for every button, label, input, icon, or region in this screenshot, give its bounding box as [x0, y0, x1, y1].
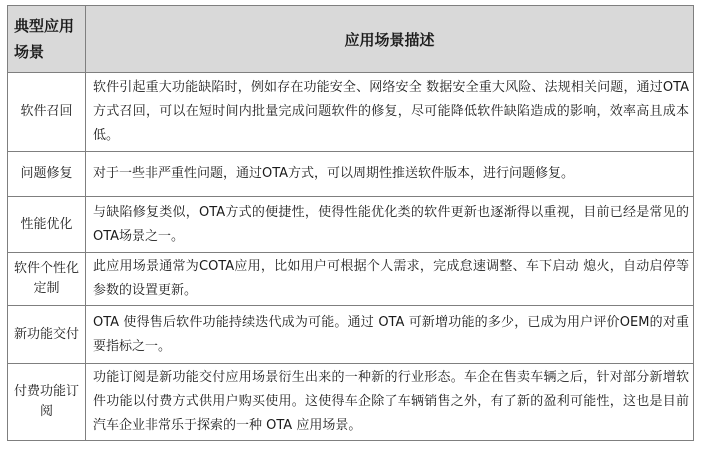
scenario-name: 性能优化	[8, 197, 86, 253]
table-row	[8, 152, 694, 197]
scenario-name: 付费功能订阅	[8, 364, 86, 441]
ota-scenario-table	[7, 5, 694, 441]
scenario-description: 与缺陷修复类似，OTA方式的便捷性，使得性能优化类的软件更新也逐渐得以重视，目前已经是常见的OTA场景之一。	[86, 197, 694, 253]
scenario-name: 软件召回	[8, 73, 86, 152]
scenario-name: 新功能交付	[8, 306, 86, 364]
scenario-description: 功能订阅是新功能交付应用场景衍生出来的一种新的行业形态。车企在售卖车辆之后，针对部分新增软件功能以付费方式供用户购买使用。这使得车企除了车辆销售之外，有了新的盈利可能性，这也是目前汽车企业非常乐于探索的一种 OTA 应用场景。	[86, 364, 694, 441]
table-row	[8, 306, 694, 364]
table-row	[8, 364, 694, 441]
header-scenario: 典型应用场景	[8, 6, 86, 73]
scenario-description: 此应用场景通常为COTA应用，比如用户可根据个人需求，完成怠速调整、车下启动 熄火，自动启停等参数的设置更新。	[86, 253, 694, 306]
scenario-description: 对于一些非严重性问题，通过OTA方式，可以周期性推送软件版本，进行问题修复。	[86, 152, 694, 197]
scenario-table-container	[7, 5, 693, 441]
scenario-name: 问题修复	[8, 152, 86, 197]
scenario-description: OTA 使得售后软件功能持续迭代成为可能。通过 OTA 可新增功能的多少，已成为用户评价OEM的对重要指标之一。	[86, 306, 694, 364]
scenario-name: 软件个性化定制	[8, 253, 86, 306]
scenario-description: 软件引起重大功能缺陷时，例如存在功能安全、网络安全 数据安全重大风险、法规相关问题，通过OTA方式召回，可以在短时间内批量完成问题软件的修复，尽可能降低软件缺陷造成的影响，效率高且成本低。	[86, 73, 694, 152]
header-description: 应用场景描述	[86, 6, 694, 73]
table-row	[8, 253, 694, 306]
table-row	[8, 197, 694, 253]
table-header-row	[8, 6, 694, 73]
table-row	[8, 73, 694, 152]
